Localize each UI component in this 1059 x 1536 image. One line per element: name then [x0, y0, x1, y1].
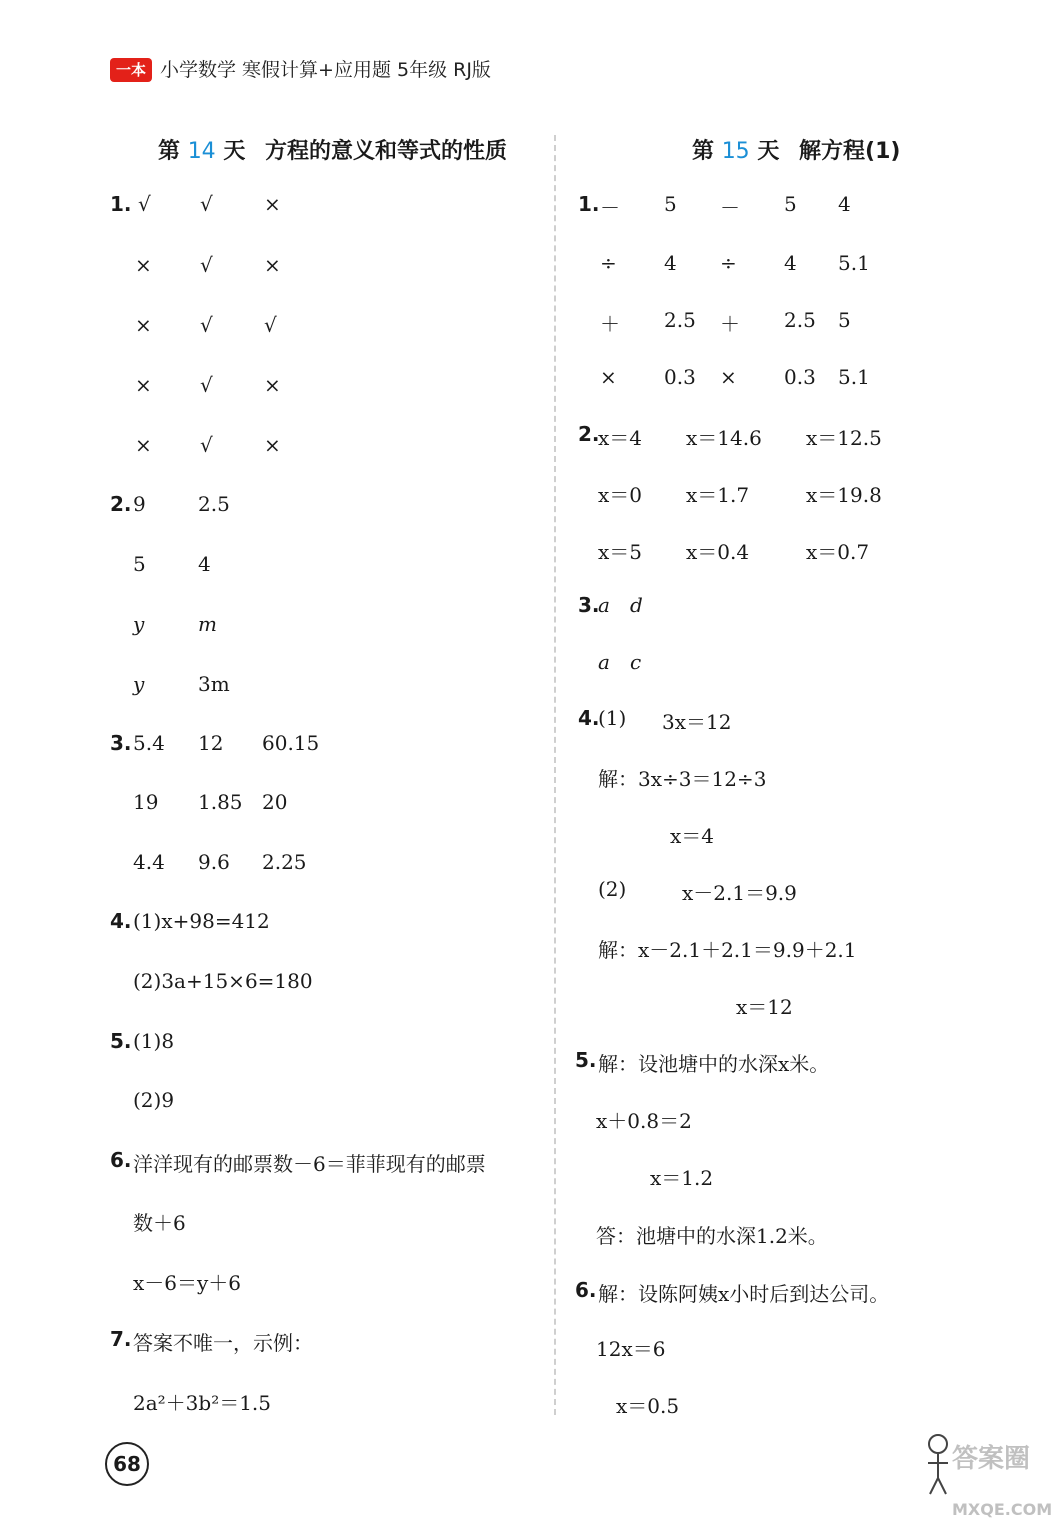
answer-cell: x＝0.4 — [686, 540, 750, 564]
answer-line: x－2.1＝9.9 — [682, 881, 797, 905]
header-text: 小学数学 寒假计算+应用题 5年级 RJ版 — [160, 59, 491, 81]
answer-cell: × — [264, 433, 281, 457]
answer-cell: 0.3 — [784, 365, 816, 389]
answer-cell: × — [264, 253, 281, 277]
answer-cell: 4 — [838, 192, 851, 216]
answer-cell: － — [720, 196, 740, 220]
answer-line: 解：设池塘中的水深x米。 — [598, 1052, 830, 1076]
answer-cell: 5 — [664, 192, 677, 216]
answer-cell: √ — [200, 253, 213, 277]
answer-cell: 2.5 — [198, 492, 230, 516]
watermark-logo — [918, 1418, 1053, 1530]
answer-cell: × — [135, 433, 152, 457]
answer-cell: √ — [200, 313, 213, 337]
answer-cell: 3m — [198, 672, 230, 696]
publisher-logo: 一本 — [110, 58, 152, 82]
answer-line: 解：3x÷3＝12÷3 — [598, 767, 767, 791]
question-number: 7. — [110, 1327, 132, 1351]
answer-cell: 2.5 — [664, 308, 696, 332]
answer-cell: a — [598, 650, 610, 674]
answer-line: x＝1.2 — [650, 1166, 714, 1190]
answer-line: x＋0.8＝2 — [596, 1109, 692, 1133]
title-suffix: 天 — [757, 139, 780, 164]
answer-line: 解：x－2.1＋2.1＝9.9＋2.1 — [598, 938, 857, 962]
answer-cell: √ — [138, 192, 151, 216]
answer-cell: × — [264, 373, 281, 397]
answer-cell: x＝4 — [598, 426, 643, 450]
answer-cell: d — [630, 593, 643, 617]
day-number: 15 — [721, 139, 750, 164]
question-number: 4. — [110, 909, 132, 933]
answer-cell: 5 — [838, 308, 851, 332]
day-number: 14 — [187, 139, 216, 164]
answer-cell: x＝19.8 — [806, 483, 882, 507]
answer-cell: √ — [200, 192, 213, 216]
question-number: 1. — [578, 192, 600, 216]
answer-cell: x＝14.6 — [686, 426, 762, 450]
question-number: 4. — [578, 706, 600, 730]
answer-cell: 20 — [262, 790, 288, 814]
question-number: 6. — [110, 1148, 132, 1172]
answer-cell: × — [135, 313, 152, 337]
answer-cell: × — [135, 373, 152, 397]
column-divider — [554, 135, 556, 1415]
left-section-title — [158, 134, 507, 165]
question-number: 3. — [110, 731, 132, 755]
question-number: 1. — [110, 192, 132, 216]
answer-cell: × — [264, 192, 281, 216]
answer-cell: a — [598, 593, 610, 617]
answer-line: x＝12 — [736, 995, 793, 1019]
right-section-title — [692, 134, 900, 165]
answer-line: 12x＝6 — [596, 1337, 666, 1361]
answer-line: 3x＝12 — [662, 710, 732, 734]
question-number: 2. — [578, 422, 600, 446]
answer-cell: 4 — [784, 251, 797, 275]
answer-line: x＝4 — [670, 824, 715, 848]
answer-line: 解：设陈阿姨x小时后到达公司。 — [598, 1282, 890, 1306]
answer-cell: 9.6 — [198, 850, 230, 874]
question-number: 5. — [110, 1029, 132, 1053]
answer-line: 答：池塘中的水深1.2米。 — [596, 1224, 828, 1248]
answer-line: (1) — [598, 706, 627, 730]
answer-cell: y — [133, 612, 145, 636]
answer-cell: x＝0 — [598, 483, 643, 507]
answer-line: 洋洋现有的邮票数－6＝菲菲现有的邮票 — [133, 1152, 486, 1176]
answer-line: 答案不唯一，示例： — [133, 1331, 313, 1355]
answer-line: (2)3a+15×6=180 — [133, 969, 313, 993]
answer-cell: x＝0.7 — [806, 540, 870, 564]
answer-cell: ÷ — [720, 251, 737, 275]
answer-cell: √ — [200, 433, 213, 457]
answer-cell: 0.3 — [664, 365, 696, 389]
answer-cell: × — [600, 365, 617, 389]
title-topic: 解方程(1) — [799, 139, 901, 164]
answer-line: 数＋6 — [133, 1211, 186, 1235]
answer-cell: 5 — [133, 552, 146, 576]
answer-cell: 4 — [198, 552, 211, 576]
answer-cell: c — [630, 650, 642, 674]
answer-cell: x＝1.7 — [686, 483, 750, 507]
answer-cell: 5.4 — [133, 731, 165, 755]
question-number: 3. — [578, 593, 600, 617]
answer-cell: ＋ — [720, 312, 740, 336]
answer-cell: m — [198, 612, 217, 636]
answer-cell: 2.5 — [784, 308, 816, 332]
answer-line: (1)x+98=412 — [133, 909, 270, 933]
question-number: 2. — [110, 492, 132, 516]
answer-line: x＝0.5 — [616, 1394, 680, 1418]
answer-cell: ÷ — [600, 251, 617, 275]
answer-cell: － — [600, 196, 620, 220]
watermark-top-text: 答案圈 — [952, 1444, 1031, 1474]
answer-cell: 2.25 — [262, 850, 307, 874]
answer-line: (1)8 — [133, 1029, 175, 1053]
question-number: 5. — [575, 1048, 597, 1072]
answer-cell: 60.15 — [262, 731, 320, 755]
answer-cell: 19 — [133, 790, 159, 814]
answer-cell: ＋ — [600, 312, 620, 336]
answer-cell: 9 — [133, 492, 146, 516]
title-suffix: 天 — [223, 139, 246, 164]
answer-line: 2a²＋3b²＝1.5 — [133, 1391, 272, 1415]
title-prefix: 第 — [692, 139, 715, 164]
answer-cell: 12 — [198, 731, 224, 755]
answer-cell: x＝5 — [598, 540, 643, 564]
question-number: 6. — [575, 1278, 597, 1302]
answer-cell: × — [720, 365, 737, 389]
answer-cell: 5.1 — [838, 251, 870, 275]
answer-line: (2) — [598, 877, 627, 901]
answer-cell: √ — [264, 313, 277, 337]
answer-cell: 5.1 — [838, 365, 870, 389]
answer-cell: 1.85 — [198, 790, 243, 814]
title-topic: 方程的意义和等式的性质 — [265, 139, 508, 164]
page-number: 68 — [105, 1442, 149, 1486]
answer-cell: 5 — [784, 192, 797, 216]
answer-line: (2)9 — [133, 1088, 175, 1112]
title-prefix: 第 — [158, 139, 181, 164]
answer-line: x－6＝y＋6 — [133, 1271, 242, 1295]
answer-cell: 4 — [664, 251, 677, 275]
answer-cell: × — [135, 253, 152, 277]
answer-cell: x＝12.5 — [806, 426, 882, 450]
watermark-bottom-text: MXQE.COM — [952, 1500, 1053, 1519]
answer-cell: √ — [200, 373, 213, 397]
answer-cell: 4.4 — [133, 850, 165, 874]
answer-cell: y — [133, 672, 145, 696]
